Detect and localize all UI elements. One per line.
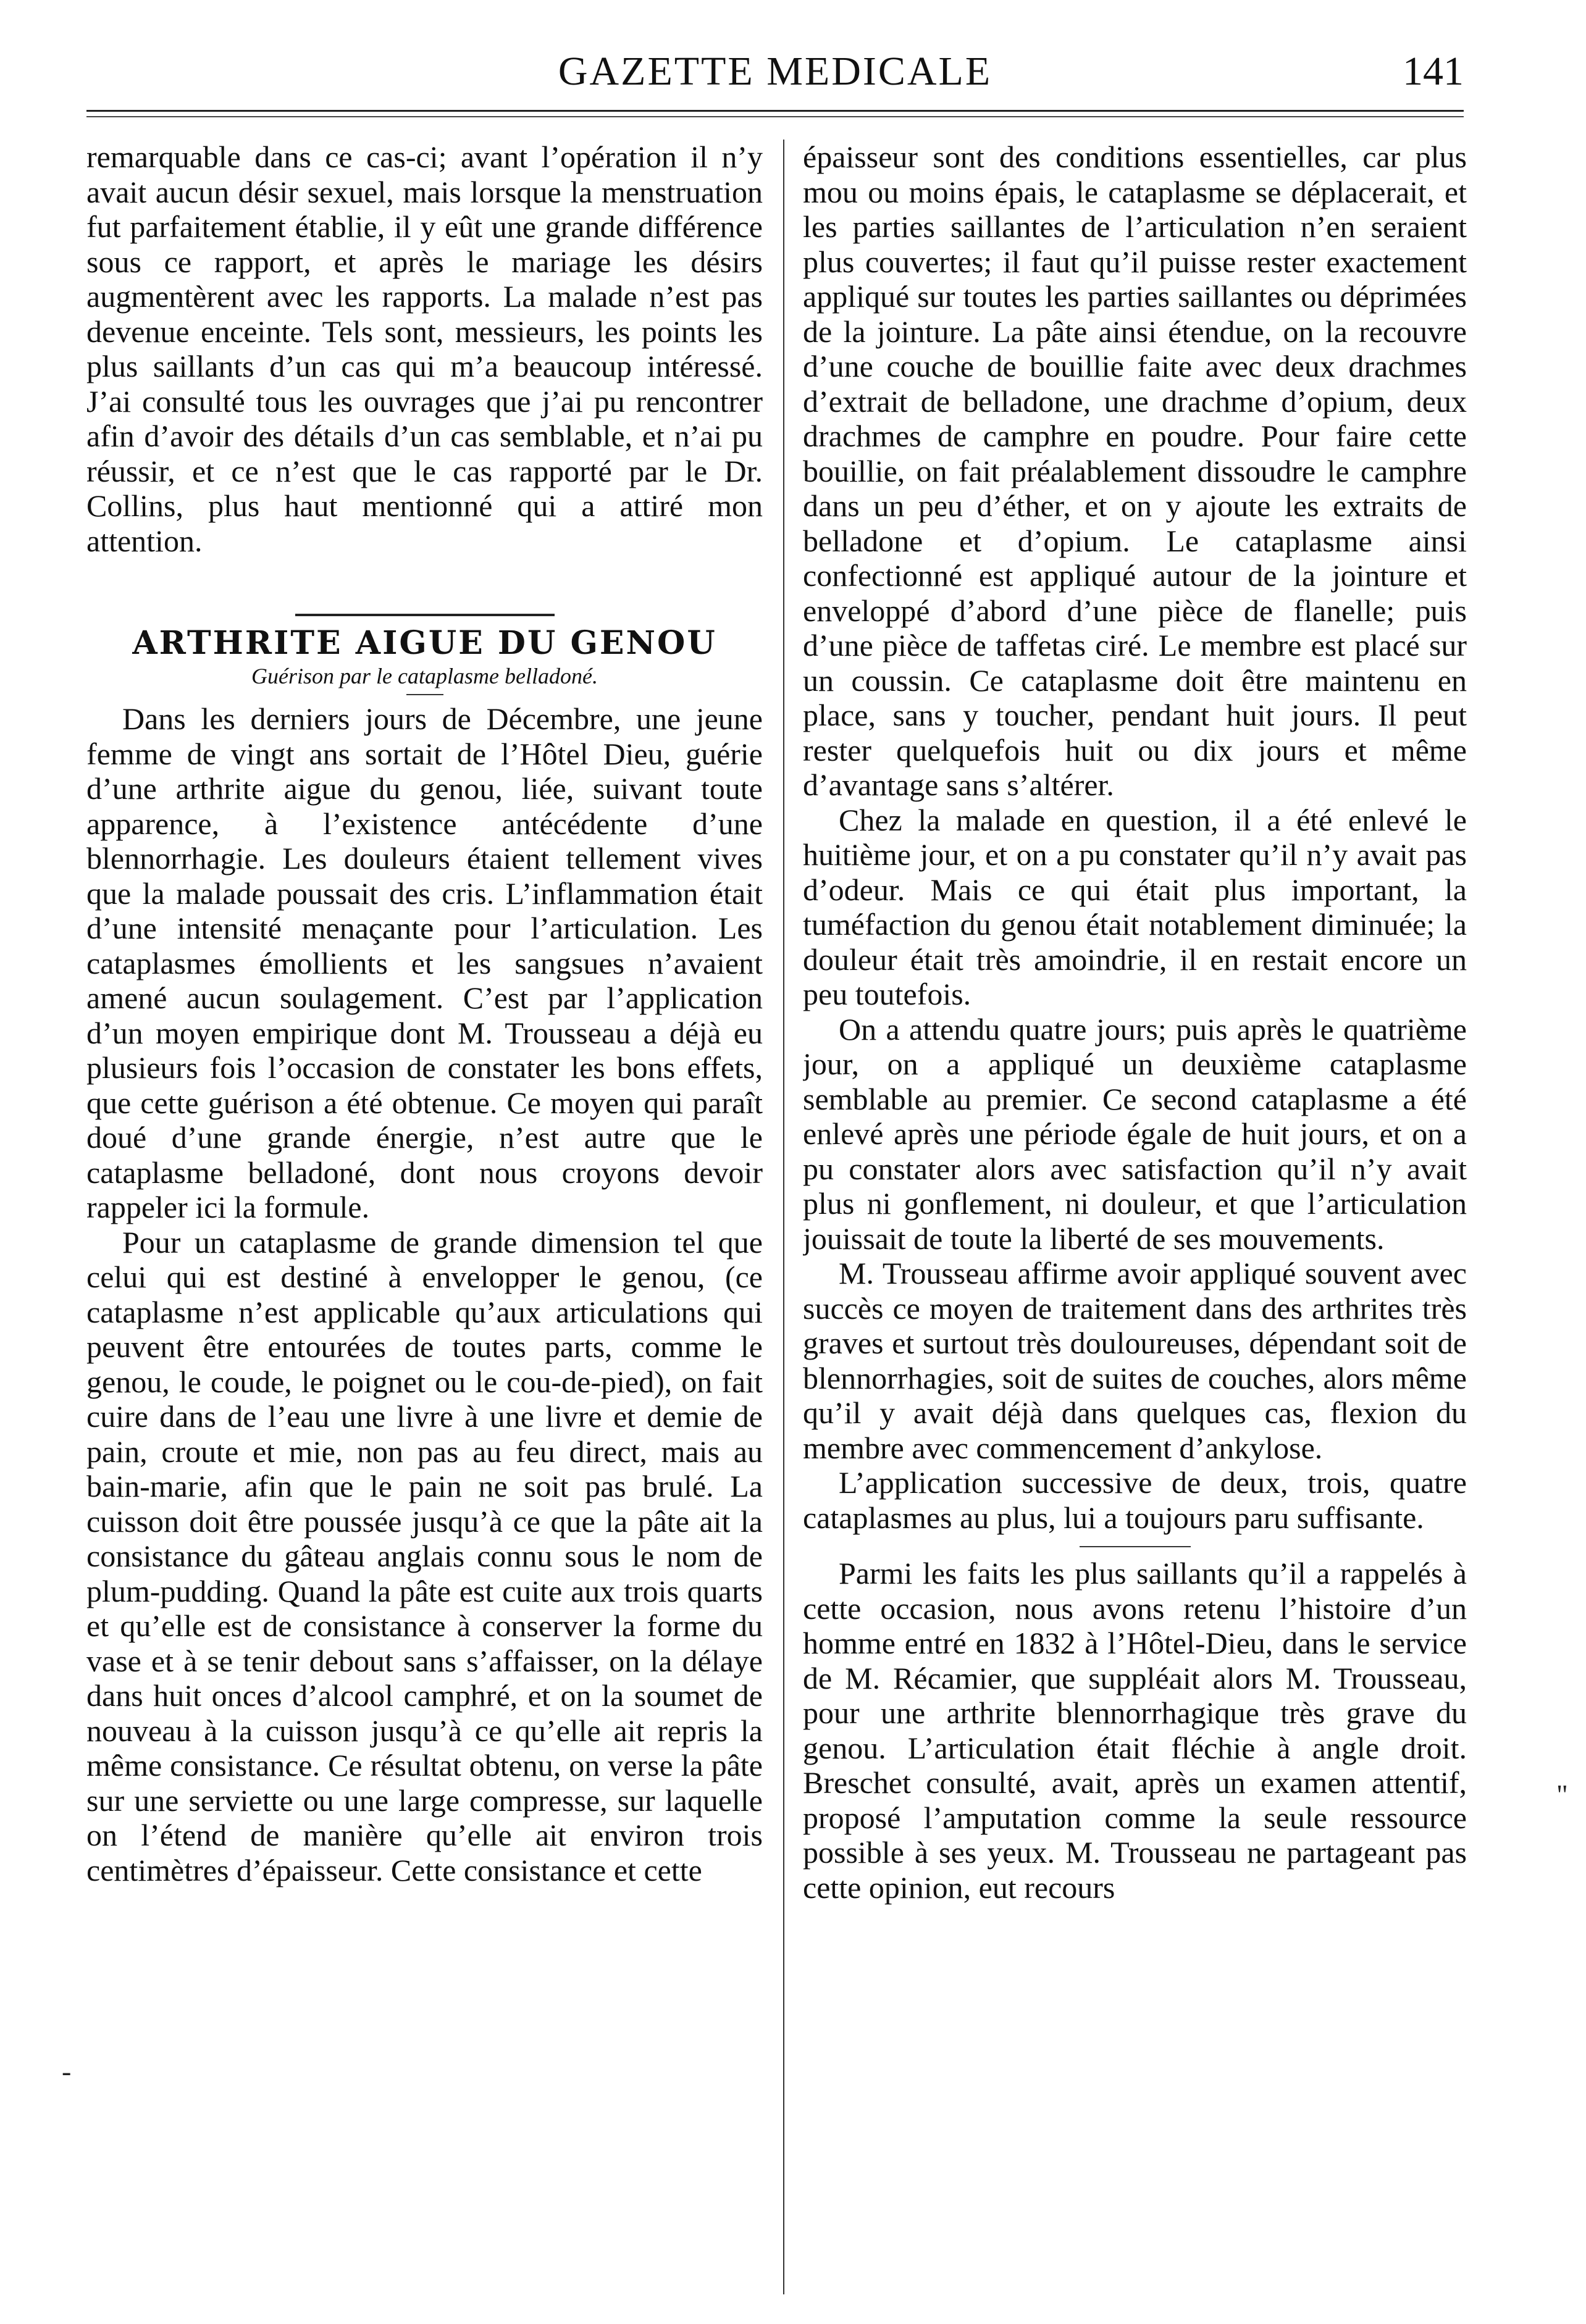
- paragraph-rule: [1080, 1546, 1191, 1547]
- section-title: ARTHRITE AIGUE DU GENOU: [132, 624, 717, 662]
- section-rule: [295, 614, 555, 616]
- article-paragraph: Pour un cataplasme de grande dimension tel que celui qui est destiné à envelopper le genou, (ce cataplasme n’est applicable qu’aux articulations qui peuvent être entourées de toutes parts, comme le genou, le coude, le poignet ou le cou-de-pied), on fait cuire dans de l’eau une livre à une livre et demie de pain, croute et mie, non pas au feu direct, mais au bain-marie, afin que le pain ne soit pas brulé. La cuisson doit être poussée jusqu’à ce que la pâte ait la consistance du gâteau anglais connu sous le nom de plum-pudding. Quand la pâte est cuite aux trois quarts et qu’elle est de consistance à conserver la forme du vase et à se tenir debout sans s’affaisser, on la délaye dans huit onces d’alcool camphré, et on la soumet de nouveau à la cuisson jusqu’à ce qu’elle ait repris la même consistance. Ce résultat obtenu, on verse la pâte sur une serviette ou une large compresse, sur laquelle on l’étend de manière qu’elle ait environ trois centimètres d’épaisseur. Cette consistance et cette: [86, 1224, 763, 1887]
- article-paragraph: Dans les derniers jours de Décembre, une jeune femme de vingt ans sortait de l’Hôtel Dieu, guérie d’une arthrite aigue du genou, liée, suivant toute apparence, à l’existence antécédente d’une blennorrhagie. Les douleurs étaient tellement vives que la malade poussait des cris. L’inflammation était d’une intensité menaçante pour l’articulation. Les cataplasmes émollients et les sangsues n’avaient amené aucun soulagement. C’est par l’application d’un moyen empirique dont M. Trousseau a déjà eu plusieurs fois l’occasion de constater les bons effets, que cette guérison a été obtenue. Ce moyen qui paraît doué d’une grande énergie, n’est autre que le cataplasme belladoné, dont nous croyons devoir rappeler ici la formule.: [86, 701, 763, 1224]
- article-paragraph: L’application successive de deux, trois, quatre cataplasmes au plus, lui a toujours paru suffisante.: [803, 1465, 1467, 1535]
- journal-title: GAZETTE MEDICALE: [558, 49, 992, 94]
- article-paragraph: Chez la malade en question, il a été enlevé le huitième jour, et on a pu constater qu’il n’y avait pas d’odeur. Mais ce qui était plus important, la tuméfaction du genou était notablement diminuée; la douleur était très amoindrie, il en restait encore un peu toutefois.: [803, 802, 1467, 1011]
- spacer: [86, 558, 763, 593]
- article-paragraph: On a attendu quatre jours; puis après le quatrième jour, on a appliqué un deuxième cataplasme semblable au premier. Ce second cataplasme a été enlevé après une période égale de huit jours, et on a pu constater alors avec satisfaction qu’il n’y avait plus ni gonflement, ni douleur, et que l’articulation jouissait de toute la liberté de ses mouvements.: [803, 1011, 1467, 1256]
- intro-paragraph: remarquable dans ce cas-ci; avant l’opération il n’y avait aucun désir sexuel, mais lorsque la menstruation fut parfaitement établie, il y eût une grande différence sous ce rapport, et après le mariage les désirs augmentèrent avec les rapports. La malade n’est pas devenue enceinte. Tels sont, messieurs, les points les plus saillants d’un cas qui m’a beaucoup intéressé. J’ai consulté tous les ouvrages que j’ai pu rencontrer afin d’avoir des détails d’un cas semblable, et n’ai pu réussir, et ce n’est que le cas rapporté par le Dr. Collins, plus haut mentionné qui a attiré mon attention.: [86, 140, 763, 558]
- article-paragraph: épaisseur sont des conditions essentielles, car plus mou ou moins épais, le cataplasme se déplacerait, et les parties saillantes de l’articulation n’en seraient plus couvertes; il faut qu’il puisse rester exactement appliqué sur toutes les parties saillantes ou déprimées de la jointure. La pâte ainsi étendue, on la recouvre d’une couche de bouillie faite avec deux drachmes d’extrait de belladone, une drachme d’opium, deux drachmes de camphre en poudre. Pour faire cette bouillie, on fait préalablement dissoudre le camphre dans un peu d’éther, et on y ajoute les extraits de belladone et d’opium. Le cataplasme ainsi confectionné est appliqué autour de la jointure et enveloppé d’abord d’une pièce de flanelle; puis d’une pièce de taffetas ciré. Le membre est placé sur un coussin. Ce cataplasme doit être maintenu en place, sans y toucher, pendant huit jours. Il peut rester quelquefois huit ou dix jours et même d’avantage sans s’altérer.: [803, 140, 1467, 802]
- article-paragraph: M. Trousseau affirme avoir appliqué souvent avec succès ce moyen de traitement dans des arthrites très graves et surtout très douloureuses, dépendant soit de blennorrhagies, soit de suites de couches, alors même qu’il y avait déjà dans quelques cas, flexion du membre avec commencement d’ankylose.: [803, 1256, 1467, 1465]
- margin-mark-left: -: [62, 2055, 72, 2087]
- page-header: [86, 43, 1464, 105]
- right-column: [803, 140, 1467, 2294]
- subtitle-rule: [406, 694, 443, 695]
- header-rule-top: [86, 110, 1464, 112]
- section-subtitle: Guérison par le cataplasme belladoné.: [251, 664, 598, 688]
- header-rule-bottom: [86, 116, 1464, 117]
- margin-mark-right: ": [1556, 1779, 1568, 1810]
- article-paragraph: Parmi les faits les plus saillants qu’il a rappelés à cette occasion, nous avons retenu l’histoire d’un homme entré en 1832 à l’Hôtel-Dieu, dans le service de M. Récamier, que suppléait alors M. Trousseau, pour une arthrite blennorrhagique très grave du genou. L’articulation était fléchie à angle droit. Breschet consulté, avait, après un examen attentif, proposé l’amputation comme la seule ressource possible à ses yeux. M. Trousseau ne partageant pas cette opinion, eut recours: [803, 1556, 1467, 1905]
- left-column: [86, 140, 763, 2294]
- column-divider: [783, 140, 784, 2294]
- page-number: 141: [1403, 49, 1464, 94]
